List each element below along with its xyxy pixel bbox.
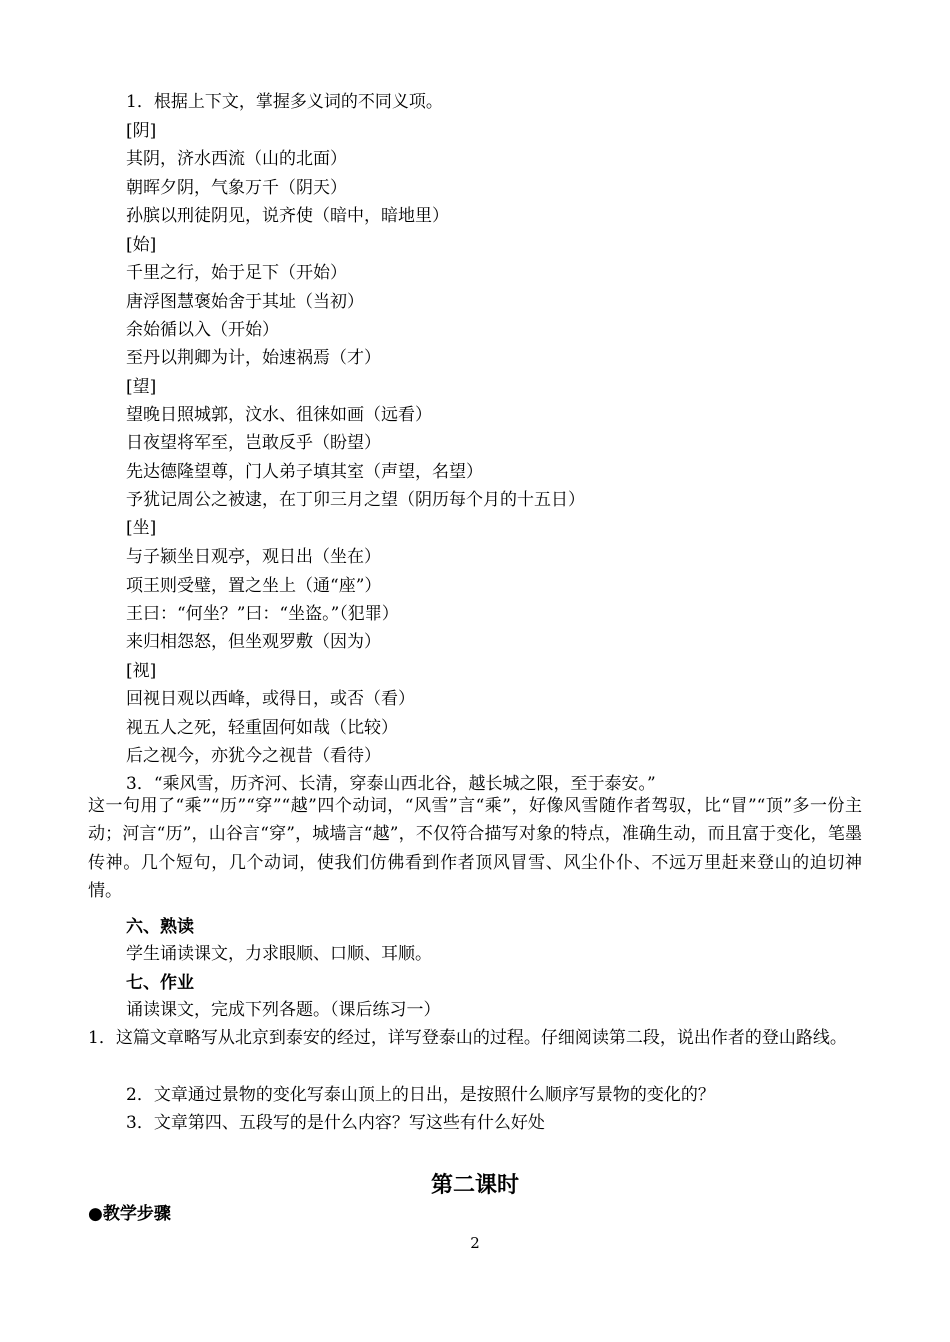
section-six-text: 学生诵读课文，力求眼顺、口顺、耳顺。 [126, 944, 432, 964]
vocabulary-line: 王曰：“何坐？”曰：“坐盗。”（犯罪） [126, 604, 399, 624]
vocabulary-line: 予犹记周公之被逮，在丁卯三月之望（阴历每个月的十五日） [126, 490, 585, 510]
vocabulary-line: [坐] [126, 518, 157, 538]
vocabulary-line: 3．“乘风雪，历齐河、长清，穿泰山西北谷，越长城之限，至于泰安。” [126, 774, 656, 794]
homework-question-3: 3．文章第四、五段写的是什么内容？写这些有什么好处 [126, 1113, 545, 1133]
vocabulary-line: [始] [126, 235, 157, 255]
homework-intro: 诵读课文，完成下列各题。（课后练习一） [126, 1000, 441, 1020]
vocabulary-line: 1．根据上下文，掌握多义词的不同义项。 [126, 92, 443, 112]
vocabulary-line: 孙膑以刑徒阴见，说齐使（暗中，暗地里） [126, 206, 449, 226]
section-seven-heading: 七、作业 [126, 973, 194, 993]
vocabulary-line: 唐浮图慧褒始舍于其址（当初） [126, 292, 364, 312]
vocabulary-line: [阴] [126, 121, 157, 141]
vocabulary-line: [视] [126, 661, 157, 681]
vocabulary-line: 朝晖夕阴，气象万千（阴天） [126, 178, 347, 198]
vocabulary-line: 望晚日照城郭，汶水、徂徕如画（远看） [126, 405, 432, 425]
homework-question-2: 2．文章通过景物的变化写泰山顶上的日出，是按照什么顺序写景物的变化的？ [126, 1085, 715, 1105]
vocabulary-line: 与子颍坐日观亭，观日出（坐在） [126, 547, 381, 567]
vocabulary-line: 余始循以入（开始） [126, 320, 279, 340]
vocabulary-line: 其阴，济水西流（山的北面） [126, 149, 347, 169]
analysis-paragraph: 这一句用了“乘”“历”“穿”“越”四个动词，“风雪”言“乘”，好像风雪随作者驾驭，比“冒”“顶”多一份主动；河言“历”，山谷言“穿”，城墙言“越”，不仅符合描写对象的特点，准确生动，而且富于变化，笔墨传神。几个短句，几个动词，使我们仿佛看到作者顶风冒雪、风尘仆仆、不远万里赶来登山的迫切神情。 [88, 796, 862, 901]
section-six-heading: 六、熟读 [126, 917, 194, 937]
vocabulary-line: 千里之行，始于足下（开始） [126, 263, 347, 283]
vocabulary-line: 来归相怨怒，但坐观罗敷（因为） [126, 632, 381, 652]
vocabulary-line: 视五人之死，轻重固何如哉（比较） [126, 718, 398, 738]
vocabulary-line: 回视日观以西峰，或得日，或否（看） [126, 689, 415, 709]
vocabulary-line: 先达德隆望尊，门人弟子填其室（声望，名望） [126, 462, 483, 482]
vocabulary-line: 日夜望将军至，岂敢反乎（盼望） [126, 433, 381, 453]
page-number: 2 [470, 1234, 480, 1252]
vocabulary-line: 后之视今，亦犹今之视昔（看待） [126, 746, 381, 766]
homework-question-1: 1．这篇文章略写从北京到泰安的经过，详写登泰山的过程。仔细阅读第二段，说出作者的登山路线。 [88, 1028, 847, 1048]
vocabulary-line: [望] [126, 377, 157, 397]
vocabulary-line: 项王则受璧，置之坐上（通“座”） [126, 576, 382, 596]
teaching-steps-heading: ●教学步骤 [88, 1204, 171, 1224]
lesson-title: 第二课时 [430, 1173, 519, 1198]
vocabulary-line: 至丹以荆卿为计，始速祸焉（才） [126, 348, 381, 368]
